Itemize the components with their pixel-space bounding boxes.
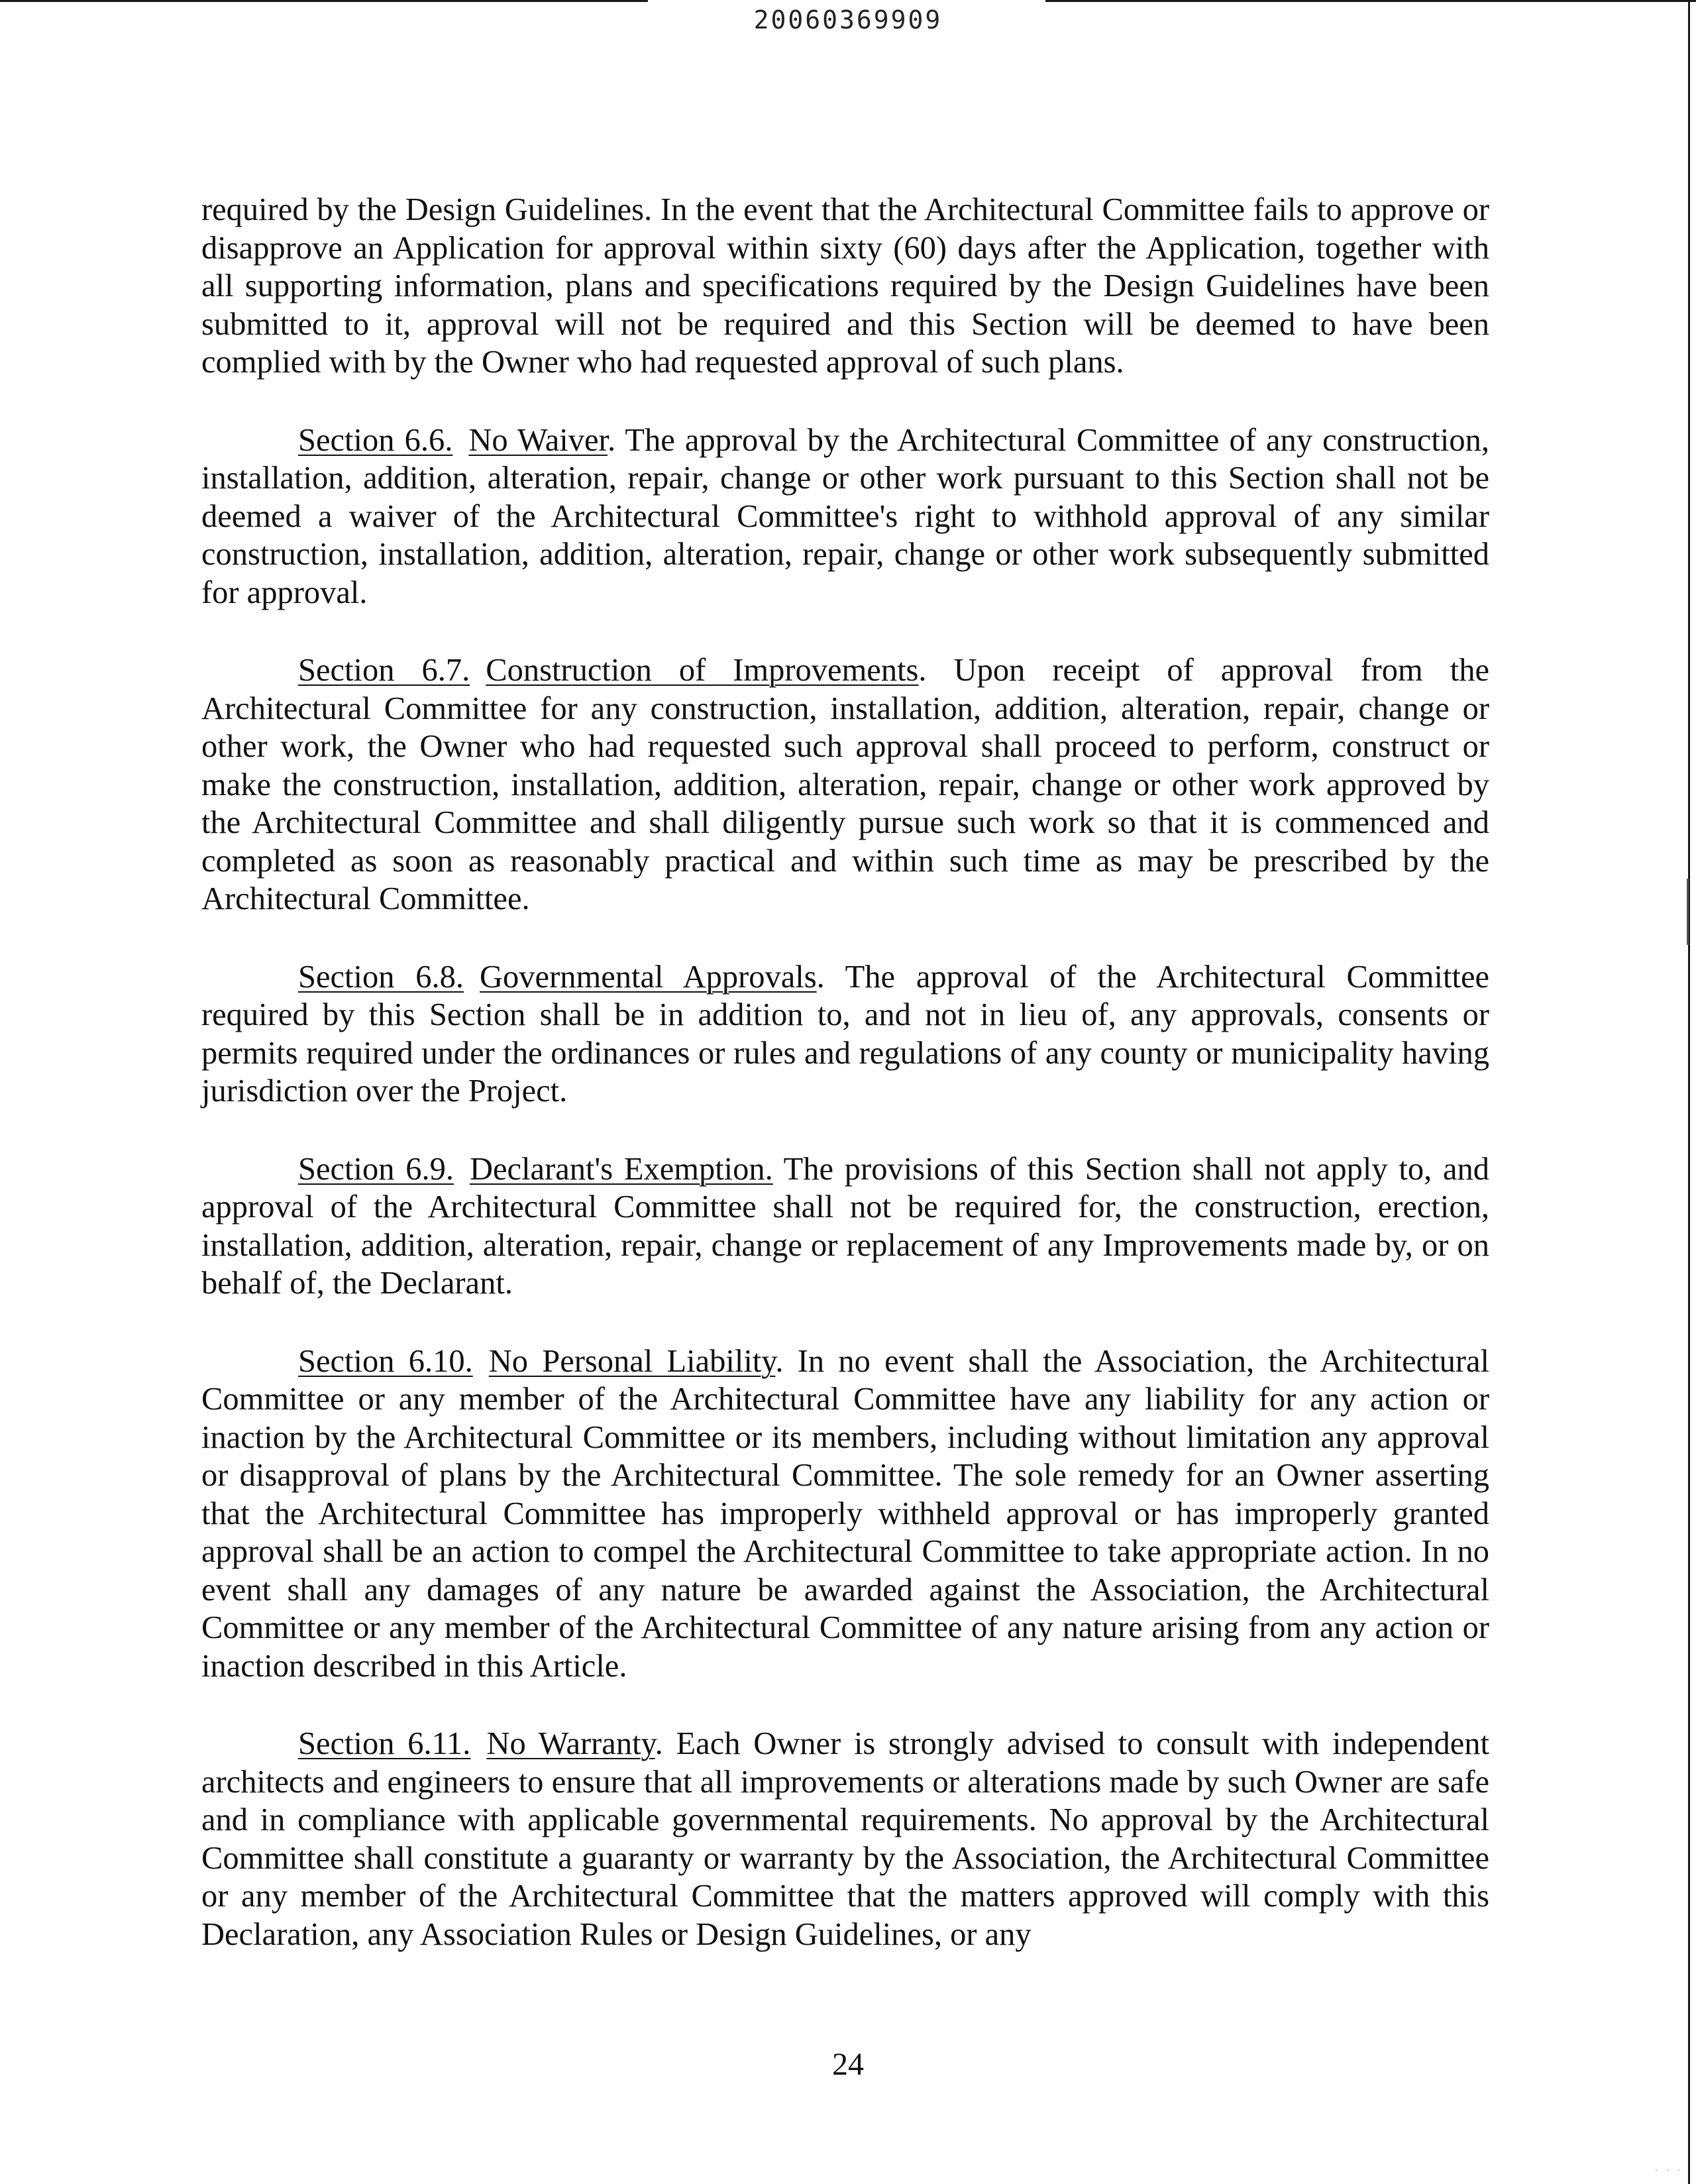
section-title: Declarant's Exemption.	[469, 1151, 773, 1187]
paragraph-text: Upon receipt of approval from the Architectural Committee for any construction, installation, addition, alteration, repair, change or other work, the Owner who had requested such approval shall proceed to perform, construct or make the construction, installation, addition, alteration, repair, change or other work approved by the Architectural Committee and shall diligently pursue such work so that it is commenced and completed as soon as reasonably practical and within such time as may be prescribed by the Architectural Committee.	[201, 653, 1489, 916]
section-title: No Waiver	[468, 422, 608, 458]
section-6-6: Section 6.6. No Waiver. The approval by the Architectural Committee of any construction, installation, addition, alteration, repair, change or other work pursuant to this Section shall not be deemed a waiver of the Architectural Committee's right to withhold approval of any similar construction, installation, addition, alteration, repair, change or other work subsequently submitted for approval.	[201, 422, 1490, 610]
section-6-9	[201, 1150, 1489, 1303]
section-title: Construction of Improvements	[486, 653, 919, 688]
section-6-7: Section 6.7. Construction of Improvements. Upon receipt of approval from the Architectural Committee for any construction, installation, addition, alteration, repair, change or other work, the Owner who had requested such approval shall proceed to perform, construct or make the construction, installation, addition, alteration, repair, change or other work approved by the Architectural Committee and shall diligently pursue such work so that it is commenced and completed as soon as reasonably practical and within such time as may be prescribed by the Architectural Committee.	[201, 653, 1489, 916]
section-heading	[298, 959, 817, 995]
section-6-8: Section 6.8. Governmental Approvals. The approval of the Architectural Committee required by this Section shall be in addition to, and not in lieu of, any approvals, consents or permits required under the ordinances or rules and regulations of any county or municipality having jurisdiction over the Project.	[201, 959, 1489, 1109]
paragraph-text: The provisions of this Section shall not apply to, and approval of the Architectural Committee shall not be required for, the construction, erection, installation, addition, alteration, repair, change or replacement of any Improvements made by, or on behalf of, the Declarant.	[201, 1151, 1490, 1301]
paragraph-text: In no event shall the Association, the Architectural Committee or any member of the Architectural Committee have any liability for any action or inaction by the Architectural Committee or its members, including without limitation any approval or disapproval of plans by the Architectural Committee. The sole remedy for an Owner asserting that the Architectural Committee has improperly withheld approval or has improperly granted approval shall be an action to compel the Architectural Committee to take appropriate action. In no event shall any damages of any nature be awarded against the Association, the Architectural Committee or any member of the Architectural Committee of any nature arising from any action or inaction described in this Article.	[201, 1343, 1490, 1684]
paragraph-text: Each Owner is strongly advised to consult with independent architects and engineers to ensure that all improvements or alterations made by such Owner are safe and in compliance with applicable governmental requirements. No approval by the Architectural Committee shall constitute a guaranty or warranty by the Association, the Architectural Committee or any member of the Architectural Committee that the matters approved will comply with this Declaration, any Association Rules or Design Guidelines, or any	[201, 1726, 1489, 1952]
section-number: Section 6.11.	[298, 1726, 471, 1761]
section-heading	[298, 1344, 775, 1379]
margin-mark	[1687, 879, 1689, 945]
section-heading	[298, 1726, 655, 1761]
section-6-11: Section 6.11. No Warranty. Each Owner is strongly advised to consult with independent architects and engineers to ensure that all improvements or alterations made by such Owner are safe and in compliance with applicable governmental requirements. No approval by the Architectural Committee shall constitute a guaranty or warranty by the Association, the Architectural Committee or any member of the Architectural Committee that the matters approved will comply with this Declaration, any Association Rules or Design Guidelines, or any	[201, 1726, 1489, 1952]
scan-artifact-dots: · · ·	[1654, 2165, 1683, 2176]
top-border-right	[1045, 0, 1696, 2]
section-6-10: Section 6.10. No Personal Liability. In no event shall the Association, the Architectural Committee or any member of the Architectural Committee have any liability for any action or inaction by the Architectural Committee or its members, including without limitation any approval or disapproval of plans by the Architectural Committee. The sole remedy for an Owner asserting that the Architectural Committee has improperly withheld approval or has improperly granted approval shall be an action to compel the Architectural Committee to take appropriate action. In no event shall any damages of any nature be awarded against the Association, the Architectural Committee or any member of the Architectural Committee of any nature arising from any action or inaction described in this Article.	[201, 1343, 1490, 1684]
paragraph-text: The approval of the Architectural Committee required by this Section shall be in addition to, and not in lieu of, any approvals, consents or permits required under the ordinances or rules and regulations of any county or municipality having jurisdiction over the Project.	[201, 959, 1489, 1109]
top-border-left	[0, 0, 648, 2]
paragraph-text: The approval by the Architectural Committee of any construction, installation, addition, alteration, repair, change or other work pursuant to this Section shall not be deemed a waiver of the Architectural Committee's right to withhold approval of any similar construction, installation, addition, alteration, repair, change or other work subsequently submitted for approval.	[201, 422, 1490, 610]
section-title: Governmental Approvals	[480, 959, 817, 995]
section-number: Section 6.9.	[298, 1151, 454, 1187]
document-number: 20060369909	[753, 5, 943, 34]
right-page-border	[1688, 0, 1690, 2184]
section-title: No Personal Liability	[488, 1343, 776, 1379]
section-number: Section 6.10.	[298, 1343, 473, 1379]
page-number: 24	[832, 2047, 864, 2082]
section-heading	[298, 653, 918, 688]
paragraph-text: required by the Design Guidelines. In the event that the Architectural Committee fails to approve or disapprove an Application for approval within sixty (60) days after the Application, together with all supporting information, plans and specifications required by the Design Guidelines have been submitted to it, approval will not be required and this Section will be deemed to have been complied with by the Owner who had requested approval of such plans.	[201, 192, 1489, 380]
document-body	[201, 191, 1489, 1993]
section-number: Section 6.8.	[298, 959, 464, 995]
paragraph-continuation	[201, 191, 1489, 382]
section-number: Section 6.6.	[298, 422, 453, 458]
section-title: No Warranty	[486, 1726, 655, 1761]
section-number: Section 6.7.	[298, 653, 470, 688]
section-heading	[298, 1152, 773, 1187]
section-heading	[298, 423, 608, 458]
